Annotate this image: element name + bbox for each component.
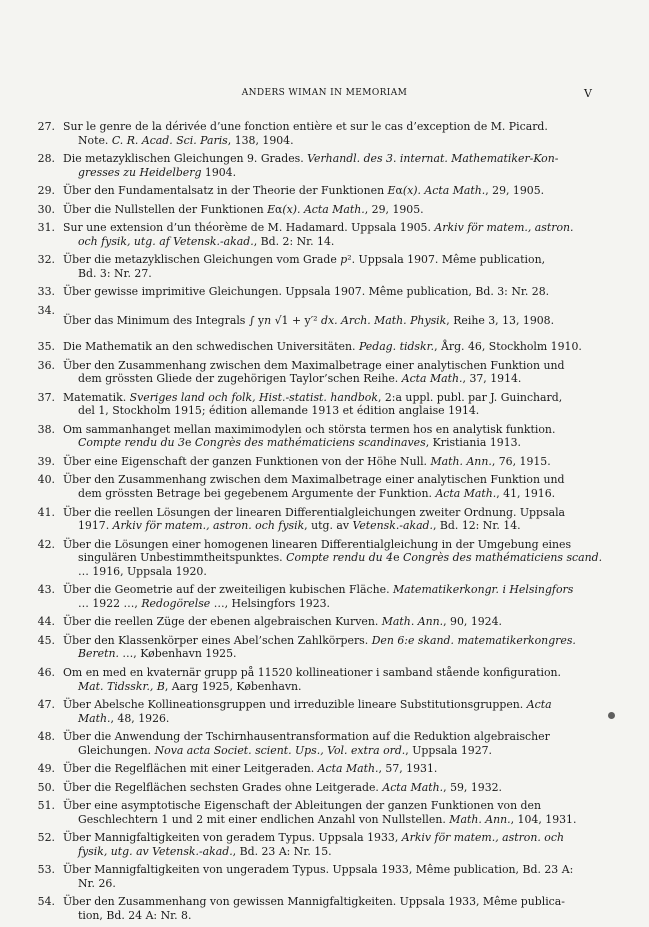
entry-line [63, 895, 649, 909]
bibliography-entry [0, 634, 649, 661]
entry-line [78, 680, 649, 694]
entry-number: 34. [37, 303, 55, 317]
entry-number: 45. [37, 633, 55, 647]
entry-number: 38. [37, 422, 55, 436]
entry-text: Über die reellen Lösungen der linearen Differentialgleichungen zweiter Ordnung. Uppsala [63, 505, 566, 519]
entry-line [78, 744, 649, 758]
entry-text-italic: Acta Math. [401, 372, 463, 386]
entry-text-italic: Math. Ann. [430, 454, 492, 468]
entry-text: , Kristiania 1913. [425, 436, 522, 450]
entry-text: , 48, 1926. [110, 711, 170, 725]
entry-text-italic: Compte rendu du 4 [286, 551, 394, 565]
bibliography-entry [0, 762, 649, 776]
bibliography-entry [0, 221, 649, 248]
entry-line [78, 647, 649, 661]
entry-number: 40. [37, 473, 55, 487]
entry-text-italic: E [267, 202, 276, 216]
entry-text: … 1916, Uppsala 1920. [78, 564, 207, 578]
entry-number: 27. [37, 120, 55, 133]
entry-text: ². Uppsala 1907. Même publication, [347, 253, 546, 267]
entry-text: Über den Klassenkörper eines Abel’schen Zahlkörpers. [63, 633, 372, 647]
entry-text: … 1922 …, [78, 596, 142, 610]
entry-number: 52. [37, 831, 55, 845]
entry-number: 51. [37, 799, 55, 813]
bibliography-entry [0, 666, 649, 693]
entry-line [63, 863, 649, 877]
entry-line [63, 285, 649, 299]
entry-line [63, 583, 649, 597]
entry-line [63, 506, 649, 520]
entry-line [78, 436, 649, 450]
entry-text-italic: Arkiv för matem., astron. och fysik [112, 519, 305, 533]
entry-text: , 138, 1904. [227, 133, 294, 147]
entry-text-italic: n [264, 313, 272, 327]
entry-line [63, 799, 649, 813]
entry-text: Über das Minimum des Integrals ∫ y [63, 313, 265, 327]
entry-text: , Bd. 23 A: Nr. 15. [232, 844, 332, 858]
entry-line [63, 730, 649, 744]
entry-line [63, 203, 649, 217]
entry-text-italic: Math. [78, 711, 111, 725]
running-title: ANDERS WIMAN IN MEMORIAM [241, 88, 408, 98]
entry-text: , 29, 1905. [364, 202, 424, 216]
entry-text: Om en med en kvaternär grupp på 11520 kollineationer i samband stående konfiguration. [63, 665, 562, 679]
entry-text-italic: Math. Ann. [449, 812, 511, 826]
entry-text: Über die Anwendung der Tschirnhausentransformation auf die Reduktion algebraischer [63, 730, 550, 744]
entry-line [63, 340, 649, 354]
bibliography-entry [0, 253, 649, 280]
entry-text: Über den Zusammenhang zwischen dem Maximalbetrage einer analytischen Funktion und [63, 358, 565, 372]
entry-text: Nr. 26. [78, 876, 116, 890]
entry-text-italic: Math. Ann. [381, 615, 444, 629]
bibliography-entry [0, 506, 649, 533]
entry-text: , 2:a uppl. publ. par J. Guinchard, [377, 390, 563, 404]
entry-text-italic: E [387, 184, 396, 198]
entry-number: 54. [37, 895, 55, 909]
entry-text: , 59, 1932. [443, 780, 503, 794]
entry-text: Über eine asymptotische Eigenschaft der Ableitungen der ganzen Funktionen von den [63, 799, 541, 813]
entry-text: Über den Fundamentalsatz in der Theorie der Funktionen [63, 184, 388, 198]
entry-text-italic: Sveriges land och folk, Hist.-statist. handbok [129, 390, 378, 404]
entry-line [63, 221, 649, 235]
entry-text: dem grössten Betrage bei gegebenem Argumente der Funktion. [78, 487, 436, 501]
bibliography-entry [0, 184, 649, 198]
entry-text-italic: Nova acta Societ. scient. Ups., Vol. extra ord. [154, 743, 406, 757]
entry-line [63, 781, 649, 795]
entry-text: dem grössten Gliede der zugehörigen Taylor’schen Reihe. [78, 372, 402, 386]
bibliography-entry [0, 285, 649, 299]
entry-text-italic: (x). Acta Math. [282, 202, 365, 216]
entry-line [78, 845, 649, 859]
entry-text-italic: fysik, utg. av Vetensk.-akad. [78, 844, 233, 858]
entry-text: …, København 1925. [118, 647, 237, 661]
page-number: V [584, 87, 592, 100]
entry-number: 32. [37, 253, 55, 267]
entry-number: 28. [37, 152, 55, 166]
entry-text-italic: Arkiv för matem., astron. och [401, 831, 564, 845]
entry-text: tion, Bd. 24 A: Nr. 8. [78, 908, 192, 922]
entry-text-italic: Congrès des mathématiciens scandinaves [191, 436, 426, 450]
bibliography-list [0, 120, 649, 927]
entry-text: Über den Zusammenhang von gewissen Mannigfaltigkeiten. Uppsala 1933, Même publica- [63, 895, 565, 909]
entry-line [63, 615, 649, 629]
entry-line [78, 404, 649, 418]
entry-text: , Bd. 12: Nr. 14. [433, 519, 521, 533]
entry-text: e [184, 436, 192, 450]
running-head [0, 86, 649, 102]
entry-text-italic: Mat. Tidsskr., B [78, 679, 165, 693]
bibliography-entry [0, 895, 649, 922]
entry-number: 29. [37, 184, 55, 198]
entry-text: Geschlechtern 1 und 2 mit einer endlichen Anzahl von Nullstellen. [78, 812, 450, 826]
entry-line [63, 253, 649, 267]
entry-line [78, 235, 649, 249]
entry-text: Matematik. [63, 390, 130, 404]
entry-text: Über die Regelflächen sechsten Grades ohne Leitgerade. [63, 780, 383, 794]
entry-line [78, 551, 649, 565]
bibliography-entry [0, 120, 649, 147]
entry-line [63, 184, 649, 198]
entry-text: , 29, 1905. [485, 184, 545, 198]
entry-text: Om sammanhanget mellan maximimodylen och största termen hos en analytisk funktion. [63, 422, 556, 436]
entry-text: Sur une extension d’un théorème de M. Hadamard. Uppsala 1905. [63, 221, 435, 235]
entry-text: , Reihe 3, 13, 1908. [446, 313, 555, 327]
entry-line [78, 166, 649, 180]
bibliography-entry [0, 423, 649, 450]
entry-text: Über Mannigfaltigkeiten von ungeradem Typus. Uppsala 1933, Même publication, Bd. 23 A: [63, 863, 574, 877]
entry-line [78, 597, 649, 611]
entry-text-italic: Matematikerkongr. i Helsingfors [393, 583, 574, 597]
entry-text: singulären Unbestimmtheitspunktes. [78, 551, 287, 565]
entry-text: Über den Zusammenhang zwischen dem Maximalbetrage einer analytischen Funktion und [63, 473, 565, 487]
entry-number: 36. [37, 358, 55, 372]
bibliography-entry [0, 863, 649, 890]
entry-line [63, 359, 649, 373]
entry-text: Über die Geometrie auf der zweiteiligen kubischen Fläche. [63, 583, 394, 597]
bibliography-entry [0, 391, 649, 418]
entry-line [78, 487, 649, 501]
entry-line [78, 565, 649, 579]
entry-text: , 104, 1931. [510, 812, 577, 826]
entry-text: Über eine Eigenschaft der ganzen Funktionen von der Höhe Null. [63, 454, 431, 468]
entry-line [78, 372, 649, 386]
entry-text: Über die Regelflächen mit einer Leitgeraden. [63, 762, 318, 776]
entry-text: , Bd. 2: Nr. 14. [253, 234, 335, 248]
entry-number: 35. [37, 340, 55, 354]
bibliography-entry [0, 781, 649, 795]
entry-line [63, 698, 649, 712]
entry-line [78, 712, 649, 726]
entry-text: Gleichungen. [78, 743, 155, 757]
entry-line [63, 455, 649, 469]
entry-number: 30. [37, 202, 55, 216]
entry-text: , 76, 1915. [491, 454, 551, 468]
entry-line [78, 909, 649, 923]
entry-line [63, 423, 649, 437]
entry-text: Bd. 3: Nr. 27. [78, 266, 152, 280]
entry-text: 1917. [78, 519, 113, 533]
entry-text-italic: C. R. Acad. Sci. Paris [111, 133, 228, 147]
bibliography-entry [0, 698, 649, 725]
entry-text: α [395, 184, 403, 198]
entry-line [78, 267, 649, 281]
ink-blot [608, 712, 615, 719]
entry-number: 41. [37, 505, 55, 519]
entry-text: Über gewisse imprimitive Gleichungen. Uppsala 1907. Même publication, Bd. 3: Nr. 28. [63, 285, 550, 299]
entry-text-italic: (x). Acta Math. [402, 184, 486, 198]
entry-number: 42. [37, 537, 55, 551]
entry-number: 50. [37, 780, 55, 794]
entry-number: 48. [37, 730, 55, 744]
bibliography-entry [0, 304, 649, 336]
entry-line [78, 813, 649, 827]
entry-number: 43. [37, 583, 55, 597]
bibliography-entry [0, 359, 649, 386]
entry-number: 39. [37, 454, 55, 468]
entry-number: 31. [37, 221, 55, 235]
bibliography-entry [0, 455, 649, 469]
entry-line [78, 134, 649, 148]
entry-text: Note. [78, 133, 112, 147]
entry-text: , 90, 1924. [443, 615, 502, 629]
entry-line [63, 831, 649, 845]
entry-text-italic: Vetensk.-akad. [352, 519, 433, 533]
entry-text-italic: p [340, 253, 348, 267]
entry-line [63, 473, 649, 487]
entry-line [63, 152, 649, 166]
entry-number: 33. [37, 285, 55, 299]
entry-line [63, 634, 649, 648]
entry-text: e [393, 551, 400, 565]
entry-text: Über die reellen Züge der ebenen algebraischen Kurven. [63, 615, 382, 629]
bibliography-entry [0, 152, 649, 179]
entry-line [63, 762, 649, 776]
entry-text: , Uppsala 1927. [405, 743, 493, 757]
entry-text-italic: Acta Math. [317, 762, 379, 776]
entry-text-italic: Redogörelse [141, 596, 211, 610]
bibliography-entry [0, 730, 649, 757]
entry-line [63, 538, 649, 552]
entry-text: , utg. av [304, 519, 353, 533]
entry-text: Über die Lösungen einer homogenen linearen Differentialgleichung in der Umgebung eines [63, 537, 572, 551]
entry-text-italic: Pedag. tidskr. [358, 340, 435, 354]
entry-text: Die Mathematik an den schwedischen Universitäten. [63, 340, 359, 354]
bibliography-entry [0, 473, 649, 500]
entry-number: 37. [37, 390, 55, 404]
entry-text-italic: och fysik, utg. af Vetensk.-akad. [78, 234, 254, 248]
entry-text: , 37, 1914. [462, 372, 522, 386]
bibliography-entry [0, 799, 649, 826]
entry-text: α [275, 202, 283, 216]
entry-text: Die metazyklischen Gleichungen 9. Grades. [63, 152, 308, 166]
entry-text: , Årg. 46, Stockholm 1910. [434, 340, 582, 354]
entry-text: Über Mannigfaltigkeiten von geradem Typus. Uppsala 1933, [63, 831, 402, 845]
entry-line [78, 877, 649, 891]
bibliography-entry [0, 340, 649, 354]
entry-text: Über die metazyklischen Gleichungen vom Grade [63, 253, 341, 267]
entry-line [63, 666, 649, 680]
entry-text-italic: Acta Math. [382, 780, 444, 794]
entry-line [63, 391, 649, 405]
entry-line [63, 120, 649, 134]
entry-text-italic: Compte rendu du 3 [78, 436, 185, 450]
bibliography-entry [0, 583, 649, 610]
entry-text-italic: Den 6:e skand. matematikerkongres. [371, 633, 576, 647]
entry-text: √1 + y′² [271, 313, 321, 327]
entry-text: del 1, Stockholm 1915; édition allemande 1913 et édition anglaise 1914. [78, 404, 480, 418]
bibliography-entry [0, 831, 649, 858]
entry-text-italic: gresses zu Heidelberg [78, 165, 202, 179]
entry-number: 46. [37, 665, 55, 679]
entry-line [78, 519, 649, 533]
entry-text: Sur le genre de la dérivée d’une fonction entière et sur le cas d’exception de M. Picard. [63, 120, 548, 133]
entry-line [63, 314, 649, 328]
entry-text-italic: Verhandl. des 3. internat. Mathematiker-Kon- [307, 152, 559, 166]
entry-number: 49. [37, 762, 55, 776]
entry-number: 44. [37, 615, 55, 629]
entry-text-italic: Acta [526, 698, 552, 711]
entry-text-italic: Arkiv för matem., astron. [434, 221, 574, 235]
bibliography-entry [0, 615, 649, 629]
entry-text: Über die Nullstellen der Funktionen [63, 202, 268, 216]
entry-text: 1904. [201, 165, 237, 179]
entry-text: …, Helsingfors 1923. [210, 596, 331, 610]
entry-text: , 57, 1931. [378, 762, 438, 776]
bibliography-entry [0, 538, 649, 579]
entry-text-italic: Acta Math. [435, 487, 497, 501]
entry-text: , 41, 1916. [496, 487, 556, 501]
entry-number: 53. [37, 863, 55, 877]
entry-number: 47. [37, 698, 55, 711]
entry-text: , Aarg 1925, København. [164, 679, 302, 693]
entry-text-italic: Beretn. [78, 647, 119, 661]
entry-text-italic: Congrès des mathématiciens scand. [399, 551, 603, 565]
entry-text: Über Abelsche Kollineationsgruppen und irreduzible lineare Substitutionsgruppen. [63, 698, 527, 711]
entry-text-italic: dx. Arch. Math. Physik [321, 313, 447, 327]
bibliography-entry [0, 203, 649, 217]
